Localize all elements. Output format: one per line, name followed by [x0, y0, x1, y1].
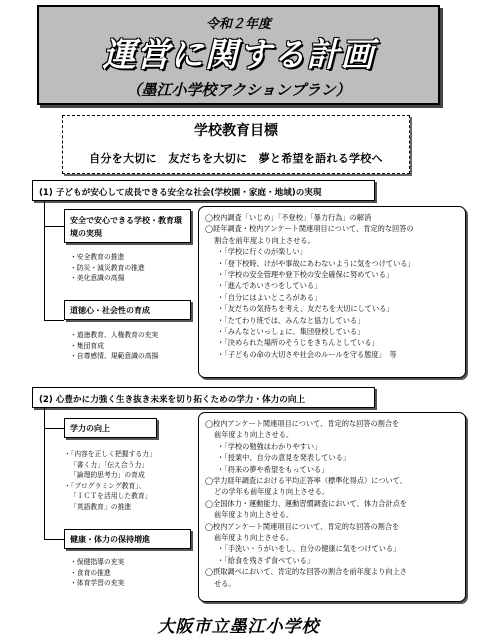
section2-heading: (2) 心豊かに力強く生き抜き未来を切り拓くための学力・体力の向上 [32, 387, 375, 408]
target-item: ・「学校の勉強はわかりやすい」 [217, 441, 322, 451]
academic-items [64, 449, 204, 512]
health-items [70, 557, 210, 589]
target-item: どの学年も前年度より向上させる。 [214, 487, 330, 497]
list-item: ・自尊感情、規範意識の高揚 [70, 352, 159, 360]
target-item: ◯摂取調べにおいて、肯定的な回答の割合を前年度より向上さ [205, 567, 407, 577]
target-item: ・「授業中、自分の意見を発表している」 [217, 453, 350, 463]
page-subtitle: （墨江小学校アクションプラン） [126, 81, 351, 99]
target-item: 割合を前年度より向上させる。 [214, 235, 315, 245]
category-morality [64, 300, 191, 320]
target-item: ・「たてわり班では、みんなと協力している」 [217, 315, 365, 325]
category-health [64, 529, 191, 549]
list-item: ・体育学習の充実 [70, 579, 125, 587]
list-item: 「論理的思考力」の育成 [70, 471, 145, 479]
section2-targets-panel [198, 412, 466, 602]
section1-connector [44, 320, 64, 321]
section1-targets-panel [198, 206, 466, 378]
morality-items [70, 330, 215, 362]
target-item: ・「将来の夢や希望をもっている」 [217, 464, 329, 474]
list-item: ・「プログラミング教育」、 [64, 481, 146, 490]
list-item: ・保健指導の充実 [70, 558, 125, 566]
category-health-title: 健康・体力の保持増進 [70, 535, 150, 544]
target-item: ・「決められた場所のそうじをきちんとしている」 [217, 338, 379, 348]
target-item: ・「学校の安全管理や登下校の安全確保に努めている」 [217, 270, 394, 280]
list-item: 「書く力」「伝え合う力」 [70, 460, 149, 469]
safety-items [70, 252, 210, 284]
school-name: 大阪市立墨江小学校 [157, 617, 320, 637]
list-item: ・道徳教育、人権教育の充実 [70, 331, 159, 339]
target-item: ◯経年調査・校内アンケート関連項目について、肯定的な回答の [205, 224, 414, 234]
page-title: 運営に関する計画 [102, 35, 375, 74]
list-item: 「英語教育」の推進 [70, 502, 132, 511]
target-item: ◯校内アンケート関連項目について、肯定的な回答の割合を [205, 521, 400, 531]
target-item: ◯校内調査「いじめ」「不登校」「暴力行為」の解消 [205, 213, 372, 222]
target-item: ・「手洗い・うがいをし、自分の健康に気をつけている」 [217, 544, 401, 554]
section2-connector [44, 428, 64, 429]
list-item: ・食育の推進 [70, 568, 111, 577]
target-item: 前年度より向上させる。 [214, 533, 294, 543]
target-item: 前年度より向上させる。 [214, 510, 294, 520]
target-item: せる。 [214, 578, 236, 588]
target-item: ◯校内アンケート関連項目について、肯定的な回答の割合を [205, 419, 400, 428]
target-item: ・「子どもの命の大切さや社会のルールを守る態度」 等 [217, 349, 397, 359]
list-item: 「ＩＣＴを活用した教育」 [70, 492, 152, 500]
target-item: ・「みんなといっしょに、集団登校している」 [217, 327, 365, 337]
target-item: ・「学校に行くのが楽しい」 [217, 247, 307, 257]
target-item: ・「給食を残さず食べている」 [217, 555, 315, 565]
list-item: ・「内容を正しく把握する力」 [64, 450, 156, 458]
target-item: ・「自分にはよいところがある」 [217, 292, 322, 302]
category-safety [64, 209, 191, 243]
list-item: ・防災・減災教育の推進 [70, 263, 145, 272]
section1-heading: (1) 子どもが安心して成長できる安全な社会(学校園・家庭・地域)の実現 [32, 180, 375, 201]
title-banner [37, 5, 440, 105]
category-morality-title: 道徳心・社会性の育成 [70, 306, 150, 315]
target-item: ◯全国体力・運動能力、運動習慣調査において、体力合計点を [205, 498, 407, 508]
section1-connector [44, 226, 64, 227]
list-item: ・美化意識の高揚 [70, 274, 125, 282]
section1-connector [44, 201, 45, 321]
target-item: ・「進んであいさつをしている」 [217, 281, 322, 291]
goal-text: 自分を大切に 友だちを大切に 夢と希望を語れる学校へ [89, 152, 383, 165]
fiscal-year: 令和２年度 [205, 17, 271, 32]
target-item: ・「友だちの気持ちを考え、友だちを大切にしている」 [217, 304, 394, 314]
goal-title: 学校教育目標 [194, 123, 278, 139]
category-safety-title: 安全で安心できる学校・教育環境の実現 [70, 216, 182, 238]
category-academic [64, 418, 157, 438]
school-goal-box [62, 115, 410, 174]
target-item: 前年度より向上させる。 [214, 430, 294, 440]
list-item: ・安全教育の推進 [70, 253, 125, 261]
target-item: ◯学力経年調査における平均正答率（標準化得点）について、 [205, 476, 407, 486]
list-item: ・集団育成 [70, 341, 104, 350]
target-item: ・「登下校時、けがや事故にあわないように気をつけている」 [217, 258, 415, 268]
section2-connector [44, 539, 64, 540]
category-academic-title: 学力の向上 [70, 424, 110, 433]
